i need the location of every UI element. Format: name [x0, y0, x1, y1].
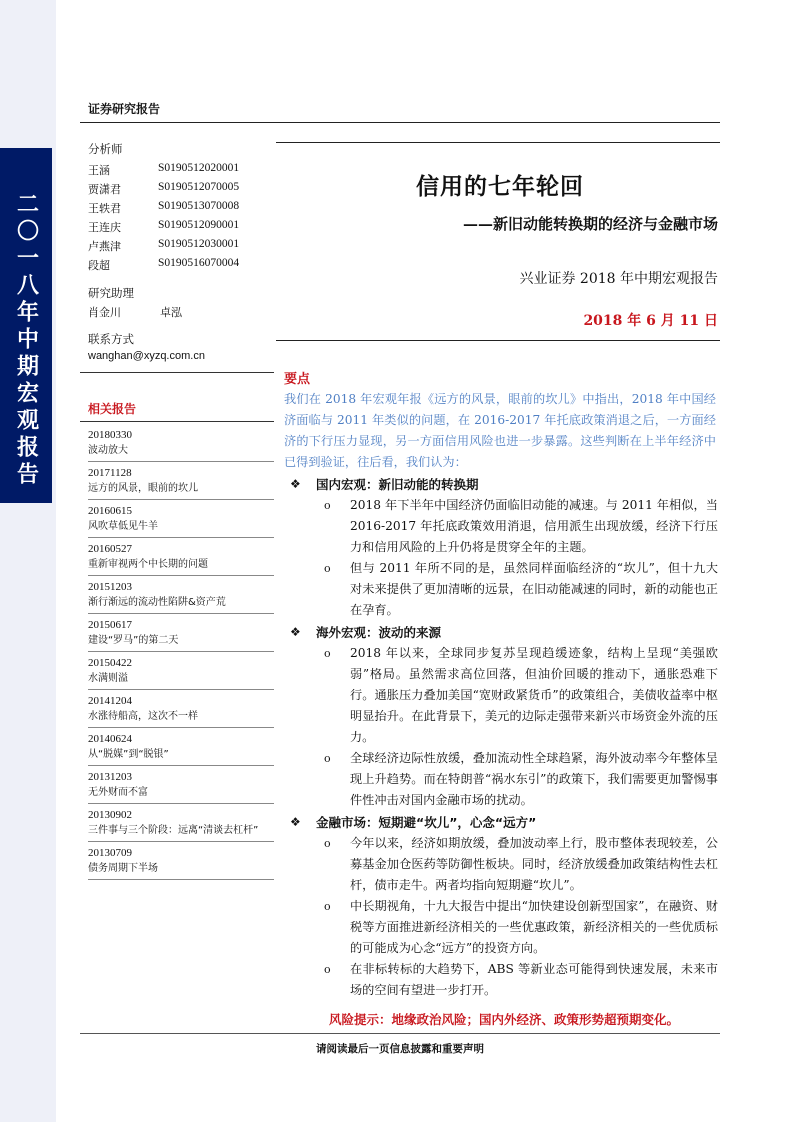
section-heading — [290, 811, 718, 833]
analyst-certificate-code: S0190512070005 — [158, 181, 240, 193]
section-bullet — [324, 833, 718, 896]
circle-bullet-icon: o — [324, 900, 331, 913]
related-report-title[interactable]: 波动放大 — [88, 445, 128, 456]
section-bullet — [324, 896, 718, 959]
circle-bullet-icon: o — [324, 647, 331, 660]
key-points-intro: 我们在 2018 年宏观年报《远方的风景，眼前的坎儿》中指出，2018 年中国经济面临与 2011 年类似的问题，在 2016-2017 年托底政策消退之后，一方面经济的下行压力显现，另一方面信用风险也进一步暴露。这些判断在上半年经济中已得到验证，往后看，我们认为： — [284, 392, 716, 469]
assistant-name: 肖金川 — [88, 306, 121, 319]
section-bullet-text: 但与 2011 年所不同的是，虽然同样面临经济的“坎儿”，但十九大对未来提供了更加清晰的远景，在旧动能减速的同时，新的动能也正在孕育。 — [350, 561, 718, 617]
analyst-row — [88, 200, 263, 219]
analyst-name: 王涵 — [88, 164, 110, 177]
assistant-section-title: 研究助理 — [88, 286, 134, 300]
related-report-title[interactable]: 建设“罗马”的第二天 — [88, 635, 179, 646]
analyst-row — [88, 162, 263, 181]
analyst-list — [88, 162, 263, 276]
related-report-date: 20130709 — [88, 847, 132, 859]
related-report-title[interactable]: 无外财而不富 — [88, 787, 148, 798]
related-reports-title: 相关报告 — [88, 402, 137, 416]
analyst-section-title: 分析师 — [88, 142, 123, 156]
diamond-bullet-icon: ❖ — [290, 625, 301, 639]
related-divider — [80, 421, 274, 422]
related-report-date: 20151203 — [88, 581, 132, 593]
analyst-certificate-code: S0190516070004 — [158, 257, 240, 269]
section-bullet — [324, 495, 718, 558]
assistant-name: 卓泓 — [160, 306, 182, 319]
related-report-date: 20150617 — [88, 619, 132, 631]
date-divider — [276, 340, 720, 341]
analyst-name: 王轶君 — [88, 202, 121, 215]
section-heading-text: 海外宏观：波动的来源 — [316, 625, 442, 640]
related-report-date: 20160615 — [88, 505, 132, 517]
analyst-certificate-code: S0190512020001 — [158, 162, 240, 174]
section-heading — [290, 621, 718, 643]
analyst-name: 贾潇君 — [88, 183, 121, 196]
related-report-date: 20171128 — [88, 467, 132, 479]
sidebar-divider — [80, 372, 274, 373]
related-report-item[interactable] — [88, 728, 274, 766]
section-bullet-text: 2018 年以来，全球同步复苏呈现趋缓迹象，结构上呈现“美强欧弱”格局。虽然需求高位回落，但油价回暖的推动下，通胀恐难下行。通胀压力叠加美国“宽财政紧货币”的政策组合，美债收益率中枢明显抬升。在此背景下，美元的边际走强带来新兴市场资金外流的压力。 — [350, 646, 718, 744]
section-bullet-text: 2018 年下半年中国经济仍面临旧动能的减速。与 2011 年相似，当 2016-2017 年托底政策效用消退，信用派生出现放缓，经济下行压力和信用风险的上升仍将是贯穿全年的主题。 — [350, 498, 718, 554]
assistant-names — [88, 304, 232, 320]
related-report-item[interactable] — [88, 690, 274, 728]
risk-warning: 风险提示：地缘政治风险；国内外经济、政策形势超预期变化。 — [328, 1012, 679, 1027]
related-report-date: 20180330 — [88, 429, 132, 441]
section-heading-text: 金融市场：短期避“坎儿”，心念“远方” — [316, 815, 537, 830]
section-bullet — [324, 643, 718, 748]
related-report-date: 20130902 — [88, 809, 132, 821]
related-report-date: 20150422 — [88, 657, 132, 669]
related-report-item[interactable] — [88, 842, 274, 880]
section-heading-text: 国内宏观：新旧动能的转换期 — [316, 477, 479, 492]
key-points-title: 要点 — [284, 372, 311, 387]
related-report-title[interactable]: 水涨待船高，这次不一样 — [88, 711, 198, 722]
related-report-title[interactable]: 重新审视两个中长期的问题 — [88, 559, 208, 570]
related-report-item[interactable] — [88, 576, 274, 614]
key-points-sections — [290, 473, 718, 1001]
analyst-row — [88, 181, 263, 200]
contact-section-title: 联系方式 — [88, 332, 134, 346]
section-bullet-text: 中长期视角，十九大报告中提出“加快建设创新型国家”，在融资、财税等方面推进新经济相关的一些优惠政策，新经济相关的一些优质标的可能成为心念“远方”的投资方向。 — [350, 899, 718, 955]
report-date: 2018 年 6 月 11 日 — [583, 313, 718, 329]
circle-bullet-icon: o — [324, 837, 331, 850]
diamond-bullet-icon: ❖ — [290, 477, 301, 491]
circle-bullet-icon: o — [324, 499, 331, 512]
circle-bullet-icon: o — [324, 963, 331, 976]
related-report-item[interactable] — [88, 652, 274, 690]
related-report-item[interactable] — [88, 538, 274, 576]
section-bullet — [324, 959, 718, 1001]
section-bullet-text: 全球经济边际性放缓，叠加流动性全球趋紧，海外波动率今年整体呈现上升趋势。而在特朗普“祸水东引”的政策下，我们需要更加警惕事件性冲击对国内金融市场的扰动。 — [350, 751, 718, 807]
contact-email[interactable]: wanghan@xyzq.com.cn — [88, 350, 205, 362]
report-subtitle: ——新旧动能转换期的经济与金融市场 — [462, 215, 718, 233]
related-report-title[interactable]: 风吹草低见牛羊 — [88, 521, 158, 532]
related-report-date: 20140624 — [88, 733, 132, 745]
related-report-item[interactable] — [88, 614, 274, 652]
related-reports-list — [88, 424, 274, 880]
analyst-name: 王连庆 — [88, 221, 121, 234]
diamond-bullet-icon: ❖ — [290, 815, 301, 829]
related-report-item[interactable] — [88, 424, 274, 462]
disclaimer-footer: 请阅读最后一页信息披露和重要声明 — [316, 1043, 484, 1055]
report-organization: 兴业证券 2018 年中期宏观报告 — [519, 271, 718, 287]
analyst-certificate-code: S0190512030001 — [158, 238, 240, 250]
related-report-title[interactable]: 渐行渐远的流动性陷阱&资产荒 — [88, 597, 226, 608]
related-report-date: 20160527 — [88, 543, 132, 555]
section-bullet-text: 在非标转标的大趋势下，ABS 等新业态可能得到快速发展，未来市场的空间有望进一步打开。 — [350, 962, 718, 997]
analyst-row — [88, 257, 263, 276]
vertical-report-title: 二〇一八年中期宏观报告 — [13, 192, 39, 489]
related-report-title[interactable]: 水满则溢 — [88, 673, 128, 684]
related-report-date: 20131203 — [88, 771, 132, 783]
report-title: 信用的七年轮回 — [416, 173, 584, 200]
related-report-title[interactable]: 从“脱媒”到“脱银” — [88, 749, 169, 760]
analyst-certificate-code: S0190513070008 — [158, 200, 240, 212]
related-report-title[interactable]: 债务周期下半场 — [88, 863, 158, 874]
analyst-row — [88, 238, 263, 257]
related-report-item[interactable] — [88, 500, 274, 538]
analyst-name: 段超 — [88, 259, 110, 272]
header-divider — [80, 122, 720, 123]
related-report-item[interactable] — [88, 766, 274, 804]
footer-divider — [80, 1033, 720, 1034]
analyst-certificate-code: S0190512090001 — [158, 219, 240, 231]
circle-bullet-icon: o — [324, 752, 331, 765]
vertical-report-banner — [0, 148, 52, 503]
report-category-label: 证券研究报告 — [88, 102, 161, 116]
circle-bullet-icon: o — [324, 562, 331, 575]
related-report-title[interactable]: 远方的风景，眼前的坎儿 — [88, 483, 198, 494]
related-report-item[interactable] — [88, 804, 274, 842]
analyst-name: 卢燕津 — [88, 240, 121, 253]
section-bullet — [324, 748, 718, 811]
related-report-date: 20141204 — [88, 695, 132, 707]
section-bullet-text: 今年以来，经济如期放缓，叠加波动率上行，股市整体表现较差，公募基金加仓医药等防御性板块。同时，经济放缓叠加政策结构性去杠杆，债市走牛。两者均指向短期避“坎儿”。 — [350, 836, 718, 892]
analyst-row — [88, 219, 263, 238]
section-bullet — [324, 558, 718, 621]
section-heading — [290, 473, 718, 495]
title-top-divider — [276, 142, 720, 143]
related-report-title[interactable]: 三件事与三个阶段：远离“清谈去杠杆” — [88, 825, 259, 836]
related-report-item[interactable] — [88, 462, 274, 500]
